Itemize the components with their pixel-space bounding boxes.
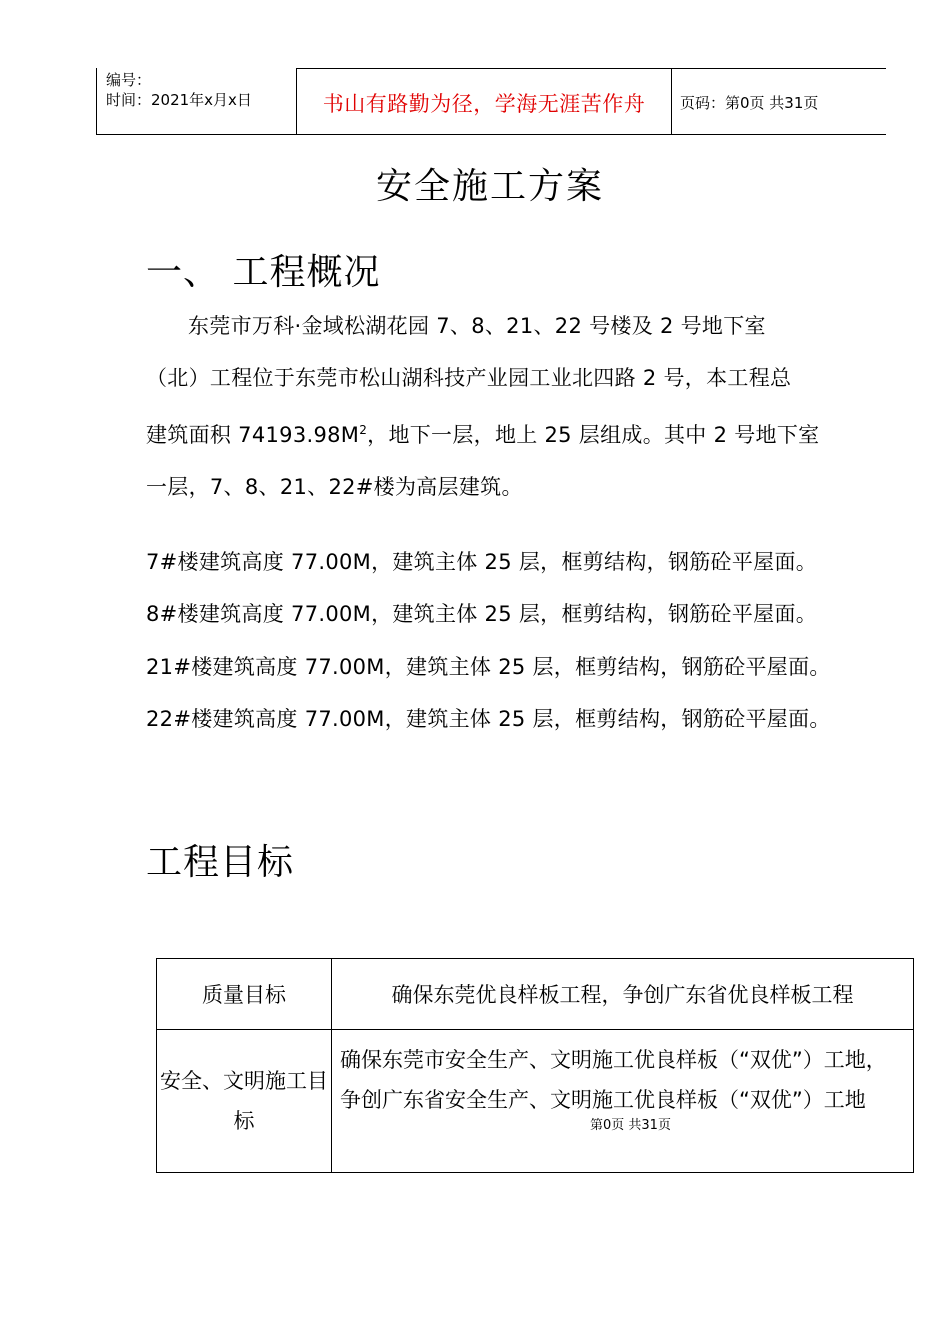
header-bottom-border (96, 134, 886, 135)
paragraph-line: 东莞市万科·金域松湖花园 7、8、21、22 号楼及 2 号地下室 (188, 314, 766, 338)
table-row (157, 959, 914, 1030)
header-meta (106, 70, 252, 110)
page-header (96, 68, 886, 135)
header-page-info: 页码：第0页 共31页 (680, 94, 819, 112)
number-label: 编号： (106, 71, 152, 89)
goal-value: 确保东莞优良样板工程，争创广东省优良样板工程 (332, 959, 914, 1030)
building-line: 8#楼建筑高度 77.00M，建筑主体 25 层，框剪结构，钢筋砼平屋面。 (146, 602, 818, 626)
section-heading-goals: 工程目标 (146, 842, 295, 883)
time-label: 时间：2021年x月x日 (106, 91, 252, 109)
paragraph-segment: 建筑面积 74193.98M (146, 423, 360, 447)
section-heading-overview: 一、 工程概况 (146, 252, 381, 293)
header-top-border (296, 68, 886, 69)
header-divider-2 (671, 68, 672, 135)
page-footer: 第0页 共31页 (590, 1118, 671, 1133)
paragraph-segment: ，地下一层，地上 25 层组成。其中 2 号地下室 (367, 423, 820, 447)
goal-value: 确保东莞市安全生产、文明施工优良样板（“双优”）工地，争创广东省安全生产、文明施工优良样板（“双优”）工地 (332, 1030, 914, 1173)
building-line: 22#楼建筑高度 77.00M，建筑主体 25 层，框剪结构，钢筋砼平屋面。 (146, 707, 831, 731)
goal-label: 质量目标 (157, 959, 332, 1030)
paragraph-line (146, 404, 846, 461)
paragraph-line: （北）工程位于东莞市松山湖科技产业园工业北四路 2 号，本工程总 (146, 366, 792, 390)
document-title: 安全施工方案 (375, 166, 604, 207)
goals-table (156, 958, 914, 1173)
paragraph-line: 一层，7、8、21、22#楼为高层建筑。 (146, 475, 523, 499)
table-row (157, 1030, 914, 1173)
area-superscript: 2 (359, 423, 368, 437)
overview-paragraph (146, 300, 846, 513)
building-line: 21#楼建筑高度 77.00M，建筑主体 25 层，框剪结构，钢筋砼平屋面。 (146, 655, 831, 679)
header-motto: 书山有路勤为径，学海无涯苦作舟 (322, 92, 646, 116)
goal-label: 安全、文明施工目标 (157, 1030, 332, 1173)
building-line: 7#楼建筑高度 77.00M，建筑主体 25 层，框剪结构，钢筋砼平屋面。 (146, 550, 818, 574)
header-divider-left (96, 68, 97, 135)
